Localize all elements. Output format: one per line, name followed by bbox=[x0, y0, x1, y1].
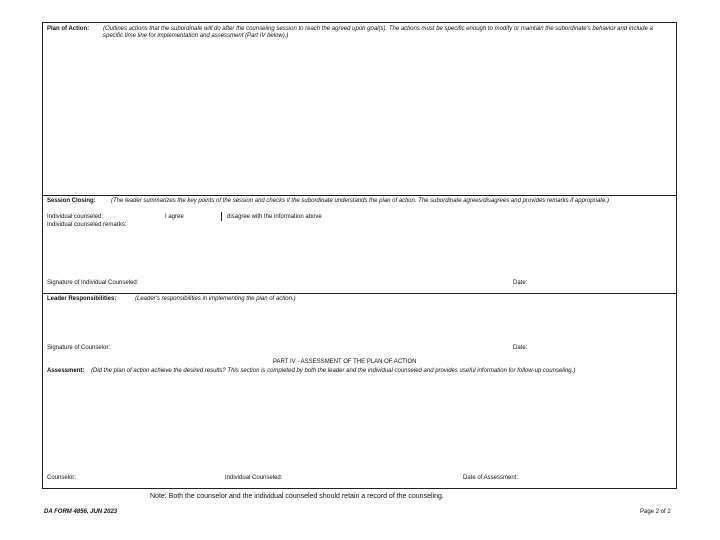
retention-note: Note: Both the counselor and the individual counseled should retain a record of the counseling. bbox=[150, 493, 444, 500]
section-divider bbox=[43, 293, 676, 294]
assessment-section-title: PART IV - ASSESSMENT OF THE PLAN OF ACTION bbox=[273, 359, 417, 365]
agree-divider bbox=[221, 212, 222, 221]
assessment-counselor-label: Counselor: bbox=[47, 475, 77, 481]
leader-responsibilities-instructions: (Leader's responsibilities in implementing the plan of action.) bbox=[135, 296, 296, 302]
section-divider bbox=[43, 195, 676, 196]
signature-individual-label: Signature of Individual Counseled: bbox=[47, 280, 139, 286]
assessment-heading: Assessment: bbox=[47, 368, 85, 374]
agree-option[interactable]: I agree bbox=[165, 214, 184, 220]
assessment-individual-label: Individual Counseled: bbox=[225, 475, 283, 481]
session-date-label: Date: bbox=[513, 280, 528, 286]
counselor-date-label: Date: bbox=[513, 345, 528, 351]
assessment-date-label: Date of Assessment: bbox=[463, 475, 519, 481]
plan-of-action-instructions: (Outlines actions that the subordinate will do after the counseling session to reach the agreed upon goal(s). The actions must be specific enough to modify or maintain the subordinate's behavior and include a specific time line for implementation and assessment (Part IV below).) bbox=[103, 26, 653, 39]
session-closing-instructions: (The leader summarizes the key points of the session and checks if the subordinate understands the plan of action. The subordinate agrees/disagrees and provides remarks if appropriate.) bbox=[111, 198, 609, 204]
plan-of-action-heading: Plan of Action: bbox=[47, 26, 90, 32]
individual-counseled-remarks-label: Individual counseled remarks: bbox=[47, 222, 127, 228]
page-number: Page 2 of 2 bbox=[640, 509, 671, 515]
counseling-form-page bbox=[42, 22, 677, 489]
leader-responsibilities-heading: Leader Responsibilities: bbox=[47, 296, 117, 302]
form-identifier: DA FORM 4856, JUN 2023 bbox=[44, 509, 118, 515]
assessment-instructions: (Did the plan of action achieve the desired results? This section is completed by both the leader and the individual counseled and provides useful information for follow-up counseling.) bbox=[91, 368, 576, 374]
signature-counselor-label: Signature of Counselor: bbox=[47, 345, 111, 351]
session-closing-heading: Session Closing: bbox=[47, 198, 96, 204]
disagree-option[interactable]: disagree with the information above bbox=[227, 214, 322, 220]
individual-counseled-label: Individual counseled: bbox=[47, 214, 104, 220]
